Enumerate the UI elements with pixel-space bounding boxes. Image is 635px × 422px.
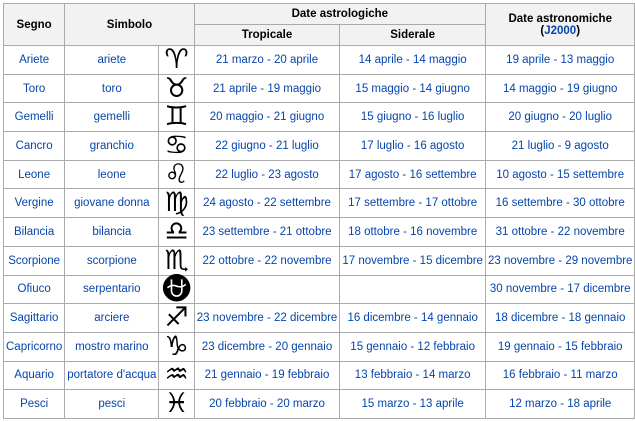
header-siderale: Siderale bbox=[340, 25, 486, 46]
simbolo-link[interactable]: leone bbox=[65, 160, 159, 189]
siderale-dates-link[interactable]: 14 aprile - 14 maggio bbox=[340, 46, 486, 75]
zodiac-symbol-icon: ♒︎ bbox=[159, 361, 194, 390]
table-row bbox=[4, 189, 635, 218]
simbolo-link[interactable]: bilancia bbox=[65, 218, 159, 247]
header-simbolo: Simbolo bbox=[65, 4, 194, 46]
header-tropicale: Tropicale bbox=[194, 25, 340, 46]
segno-link[interactable]: Aquario bbox=[4, 361, 65, 390]
simbolo-link[interactable]: arciere bbox=[65, 304, 159, 333]
zodiac-symbol-icon: ♍︎ bbox=[159, 189, 194, 218]
zodiac-symbol-icon: ♋︎ bbox=[159, 132, 194, 161]
astronomiche-dates-link[interactable]: 20 giugno - 20 luglio bbox=[485, 103, 634, 132]
segno-link[interactable]: Sagittario bbox=[4, 304, 65, 333]
segno-link[interactable]: Scorpione bbox=[4, 246, 65, 275]
siderale-dates-link[interactable]: 17 settembre - 17 ottobre bbox=[340, 189, 486, 218]
siderale-dates-link bbox=[340, 275, 486, 304]
j2000-link[interactable]: J2000 bbox=[544, 24, 577, 37]
simbolo-link[interactable]: gemelli bbox=[65, 103, 159, 132]
header-date-astrologiche: Date astrologiche bbox=[194, 4, 485, 25]
tropicale-dates-link[interactable]: 21 aprile - 19 maggio bbox=[194, 74, 340, 103]
table-row bbox=[4, 332, 635, 361]
astronomiche-dates-link[interactable]: 14 maggio - 19 giugno bbox=[485, 74, 634, 103]
segno-link[interactable]: Bilancia bbox=[4, 218, 65, 247]
astronomiche-dates-link[interactable]: 31 ottobre - 22 novembre bbox=[485, 218, 634, 247]
header-astronomiche-label: Date astronomiche bbox=[508, 12, 612, 25]
tropicale-dates-link[interactable]: 23 settembre - 21 ottobre bbox=[194, 218, 340, 247]
table-row bbox=[4, 132, 635, 161]
zodiac-symbol-icon: ♊︎ bbox=[159, 103, 194, 132]
segno-link[interactable]: Ariete bbox=[4, 46, 65, 75]
zodiac-symbol-icon: ♓︎ bbox=[159, 390, 194, 419]
siderale-dates-link[interactable]: 18 ottobre - 16 novembre bbox=[340, 218, 486, 247]
simbolo-link[interactable]: giovane donna bbox=[65, 189, 159, 218]
zodiac-symbol-icon: ♎︎ bbox=[159, 218, 194, 247]
tropicale-dates-link bbox=[194, 275, 340, 304]
siderale-dates-link[interactable]: 15 gennaio - 12 febbraio bbox=[340, 332, 486, 361]
segno-link[interactable]: Capricorno bbox=[4, 332, 65, 361]
siderale-dates-link[interactable]: 13 febbraio - 14 marzo bbox=[340, 361, 486, 390]
astronomiche-dates-link[interactable]: 16 settembre - 30 ottobre bbox=[485, 189, 634, 218]
segno-link[interactable]: Leone bbox=[4, 160, 65, 189]
table-row bbox=[4, 160, 635, 189]
tropicale-dates-link[interactable]: 21 gennaio - 19 febbraio bbox=[194, 361, 340, 390]
segno-link[interactable]: Pesci bbox=[4, 390, 65, 419]
astronomiche-dates-link[interactable]: 23 novembre - 29 novembre bbox=[485, 246, 634, 275]
siderale-dates-link[interactable]: 17 novembre - 15 dicembre bbox=[340, 246, 486, 275]
segno-link[interactable]: Toro bbox=[4, 74, 65, 103]
header-date-astronomiche: Date astronomiche (J2000) bbox=[485, 4, 634, 46]
tropicale-dates-link[interactable]: 22 giugno - 21 luglio bbox=[194, 132, 340, 161]
simbolo-link[interactable]: serpentario bbox=[65, 275, 159, 304]
header-segno: Segno bbox=[4, 4, 65, 46]
astronomiche-dates-link[interactable]: 19 aprile - 13 maggio bbox=[485, 46, 634, 75]
zodiac-symbol-icon: ♏︎ bbox=[159, 246, 194, 275]
tropicale-dates-link[interactable]: 20 maggio - 21 giugno bbox=[194, 103, 340, 132]
segno-link[interactable]: Vergine bbox=[4, 189, 65, 218]
tropicale-dates-link[interactable]: 24 agosto - 22 settembre bbox=[194, 189, 340, 218]
tropicale-dates-link[interactable]: 23 dicembre - 20 gennaio bbox=[194, 332, 340, 361]
simbolo-link[interactable]: mostro marino bbox=[65, 332, 159, 361]
tropicale-dates-link[interactable]: 22 luglio - 23 agosto bbox=[194, 160, 340, 189]
astronomiche-dates-link[interactable]: 10 agosto - 15 settembre bbox=[485, 160, 634, 189]
table-row bbox=[4, 103, 635, 132]
table-row bbox=[4, 218, 635, 247]
siderale-dates-link[interactable]: 15 marzo - 13 aprile bbox=[340, 390, 486, 419]
simbolo-link[interactable]: scorpione bbox=[65, 246, 159, 275]
table-row bbox=[4, 304, 635, 333]
table-row bbox=[4, 74, 635, 103]
astronomiche-dates-link[interactable]: 30 novembre - 17 dicembre bbox=[485, 275, 634, 304]
astronomiche-dates-link[interactable]: 21 luglio - 9 agosto bbox=[485, 132, 634, 161]
siderale-dates-link[interactable]: 15 maggio - 14 giugno bbox=[340, 74, 486, 103]
siderale-dates-link[interactable]: 17 agosto - 16 settembre bbox=[340, 160, 486, 189]
table-row bbox=[4, 390, 635, 419]
astronomiche-dates-link[interactable]: 16 febbraio - 11 marzo bbox=[485, 361, 634, 390]
astronomiche-dates-link[interactable]: 18 dicembre - 18 gennaio bbox=[485, 304, 634, 333]
tropicale-dates-link[interactable]: 20 febbraio - 20 marzo bbox=[194, 390, 340, 419]
siderale-dates-link[interactable]: 15 giugno - 16 luglio bbox=[340, 103, 486, 132]
table-row bbox=[4, 246, 635, 275]
segno-link[interactable]: Ofiuco bbox=[4, 275, 65, 304]
tropicale-dates-link[interactable]: 22 ottobre - 22 novembre bbox=[194, 246, 340, 275]
zodiac-symbol-icon: ♐︎ bbox=[159, 304, 194, 333]
zodiac-symbol-icon: ♑︎ bbox=[159, 332, 194, 361]
table-row bbox=[4, 361, 635, 390]
zodiac-symbol-icon: ♌︎ bbox=[159, 160, 194, 189]
segno-link[interactable]: Gemelli bbox=[4, 103, 65, 132]
simbolo-link[interactable]: pesci bbox=[65, 390, 159, 419]
astronomiche-dates-link[interactable]: 12 marzo - 18 aprile bbox=[485, 390, 634, 419]
simbolo-link[interactable]: portatore d'acqua bbox=[65, 361, 159, 390]
zodiac-table bbox=[3, 3, 635, 419]
simbolo-link[interactable]: toro bbox=[65, 74, 159, 103]
segno-link[interactable]: Cancro bbox=[4, 132, 65, 161]
simbolo-link[interactable]: granchio bbox=[65, 132, 159, 161]
table-row bbox=[4, 275, 635, 304]
siderale-dates-link[interactable]: 17 luglio - 16 agosto bbox=[340, 132, 486, 161]
zodiac-symbol-icon: ♉︎ bbox=[159, 74, 194, 103]
astronomiche-dates-link[interactable]: 19 gennaio - 15 febbraio bbox=[485, 332, 634, 361]
tropicale-dates-link[interactable]: 21 marzo - 20 aprile bbox=[194, 46, 340, 75]
table-row bbox=[4, 46, 635, 75]
zodiac-symbol-icon: ♈︎ bbox=[159, 46, 194, 75]
siderale-dates-link[interactable]: 16 dicembre - 14 gennaio bbox=[340, 304, 486, 333]
zodiac-symbol-icon: ⛎︎ bbox=[159, 273, 194, 305]
simbolo-link[interactable]: ariete bbox=[65, 46, 159, 75]
tropicale-dates-link[interactable]: 23 novembre - 22 dicembre bbox=[194, 304, 340, 333]
